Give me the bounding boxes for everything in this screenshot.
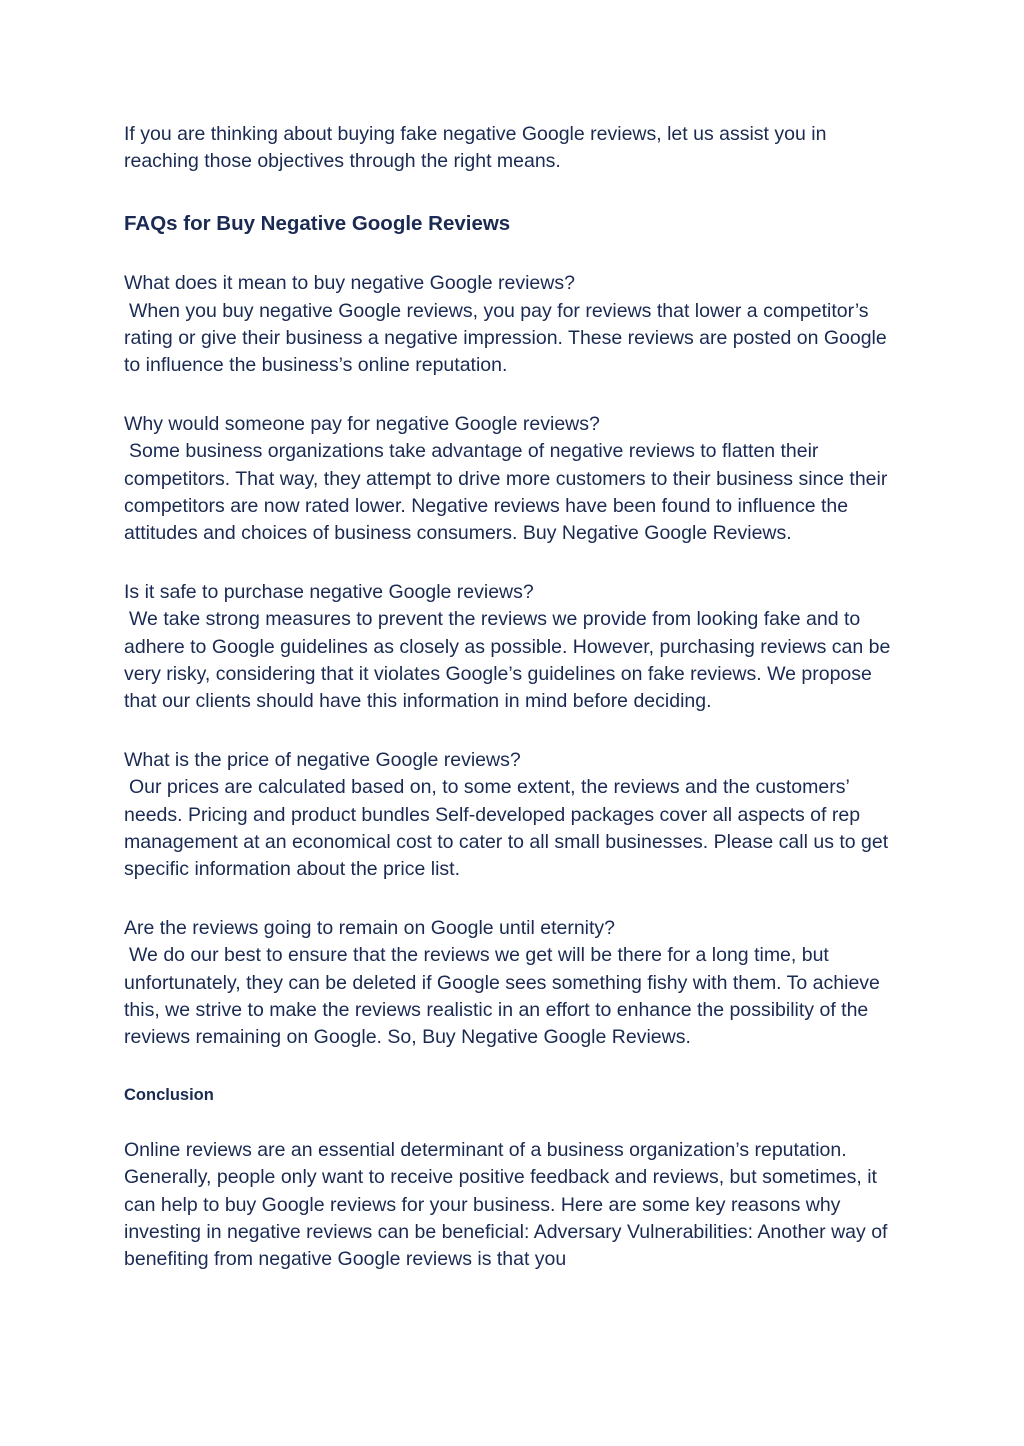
faq-item [124,747,904,883]
faq-item [124,915,904,1051]
faq-item [124,411,904,547]
faq-answer: We take strong measures to prevent the reviews we provide from looking fake and to adhere to Google guidelines as closely as possible. However, purchasing reviews can be very risky, considering that it violates Google’s guidelines on fake reviews. We propose that our clients should have this information in mind before deciding. [124,608,891,713]
faq-answer: When you buy negative Google reviews, you pay for reviews that lower a competitor’s rating or give their business a negative impression. These reviews are posted on Google to influence the business’s online reputation. [124,299,887,377]
faq-heading: FAQs for Buy Negative Google Reviews [124,212,511,236]
faq-item [124,270,904,379]
faq-question: Why would someone pay for negative Google reviews? [124,413,600,436]
faq-answer: Our prices are calculated based on, to some extent, the reviews and the customers’ needs. Pricing and product bundles Self-developed packages cover all aspects of rep management at an economical cost to cater to all small businesses. Please call us to get specific information about the price list. [124,776,889,881]
faq-answer: Some business organizations take advantage of negative reviews to flatten their competitors. That way, they attempt to drive more customers to their business since their competitors are now rated lower. Negative reviews have been found to influence the attitudes and choices of business consumers. Buy Negative Google Reviews. [124,440,888,545]
faq-question: What is the price of negative Google reviews? [124,749,521,772]
conclusion-heading: Conclusion [124,1086,214,1105]
conclusion-paragraph: Online reviews are an essential determinant of a business organization’s reputation. Generally, people only want to receive positive feedback and reviews, but sometimes, it can help to buy Google reviews for your business. Here are some key reasons why investing in negative reviews can be beneficial: Adversary Vulnerabilities: Another way of benefiting from negative Google reviews is that you [124,1139,888,1271]
faq-answer: We do our best to ensure that the reviews we get will be there for a long time, but unfortunately, they can be deleted if Google sees something fishy with them. To achieve this, we strive to make the reviews realistic in an effort to enhance the possibility of the reviews remaining on Google. So, Buy Negative Google Reviews. [124,944,880,1049]
faq-item [124,579,904,715]
intro-paragraph: If you are thinking about buying fake negative Google reviews, let us assist you in reaching those objectives through the right means. [124,123,827,173]
document-page [124,121,904,1273]
faq-question: What does it mean to buy negative Google reviews? [124,272,575,295]
faq-question: Are the reviews going to remain on Google until eternity? [124,917,616,940]
faq-question: Is it safe to purchase negative Google reviews? [124,581,534,604]
